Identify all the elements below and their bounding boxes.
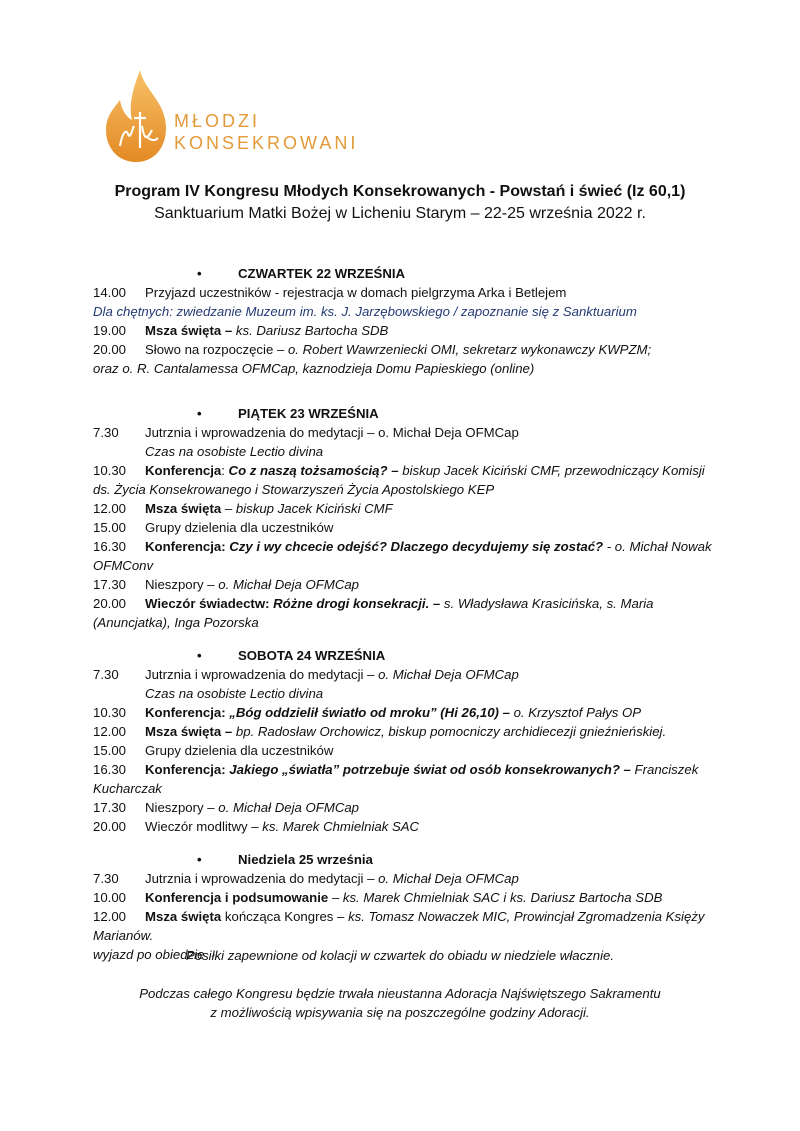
event-person: ks. Dariusz Bartocha SDB (232, 323, 389, 338)
event-person: o. Michał Deja OFMCap (378, 667, 519, 682)
day-friday (93, 404, 713, 632)
event-person: o. Michał Deja OFMCap (218, 577, 360, 592)
event-name: Wieczór modlitwy – (145, 819, 263, 834)
event-person: o. Michał Deja OFMCap (378, 871, 519, 886)
description: Grupy dzielenia dla uczestników (145, 743, 334, 758)
event-name: Konferencja: (145, 705, 230, 720)
description: Przyjazd uczestników - rejestracja w domach pielgrzyma Arka i Betlejem (145, 285, 567, 300)
event-person: Franciszek (630, 762, 699, 777)
event-name: Konferencja (145, 463, 222, 478)
logo-line2: KONSEKROWANI (174, 133, 359, 153)
event-name: Jutrznia i wprowadzenia do medytacji – (145, 871, 379, 886)
day-heading: • SOBOTA 24 WRZEŚNIA (93, 646, 713, 665)
event-person: - o. Michał Nowak (603, 539, 712, 554)
day-saturday (93, 646, 713, 836)
event-name: Konferencja i podsumowanie (145, 890, 329, 905)
schedule-row (93, 798, 713, 817)
schedule-row (93, 321, 713, 340)
continuation: ds. Życia Konsekrowanego i Stowarzyszeń Życia Apostolskiego KEP (93, 482, 495, 497)
day-heading: • CZWARTEK 22 WRZEŚNIA (93, 264, 713, 283)
event-name: Msza święta – (145, 323, 233, 338)
time: 10.00 (93, 890, 127, 905)
flame-logo-icon (100, 68, 180, 168)
event-person: o. Michał Deja OFMCap (218, 800, 360, 815)
schedule-row (93, 575, 713, 594)
schedule-row (93, 703, 713, 722)
schedule-row (93, 665, 713, 684)
event-person: biskup Jacek Kiciński CMF, przewodniczący Komisji (398, 463, 705, 478)
schedule-row (93, 423, 713, 442)
schedule-row (93, 722, 713, 741)
event-name: Słowo na rozpoczęcie – (145, 342, 288, 357)
time: 20.00 (93, 819, 127, 834)
event-name: Konferencja: (145, 762, 230, 777)
event-name: Konferencja: (145, 539, 230, 554)
description: Jutrznia i wprowadzenia do medytacji – o. Michał Deja OFMCap (145, 425, 519, 440)
schedule-row (93, 741, 713, 760)
event-name: Wieczór świadectw: (145, 596, 274, 611)
schedule-row (93, 760, 713, 779)
event-name: Msza święta (145, 501, 222, 516)
continuation: oraz o. R. Cantalamessa OFMCap, kaznodzieja Domu Papieskiego (online) (93, 361, 535, 376)
event-name: Msza święta (145, 909, 222, 924)
time: 7.30 (93, 667, 119, 682)
continuation: (Anuncjatka), Inga Pozorska (93, 615, 259, 630)
time: 7.30 (93, 871, 119, 886)
time: 10.30 (93, 705, 127, 720)
time: 12.00 (93, 909, 127, 924)
schedule-row (93, 907, 713, 926)
event-topic: Jakiego „światła” potrzebuje świat od osób konsekrowanych? – (229, 762, 631, 777)
time: 20.00 (93, 342, 127, 357)
event-person: bp. Radosław Orchowicz, biskup pomocniczy archidiecezji gnieźnieńskiej. (232, 724, 667, 739)
event-topic: Czy i wy chcecie odejść? Dlaczego decydujemy się zostać? (229, 539, 604, 554)
adoration-note-line2: z możliwością wpisywania się na poszczególne godziny Adoracji. (210, 1005, 590, 1020)
schedule-row (93, 283, 713, 302)
event-person: ks. Marek Chmielniak SAC (262, 819, 420, 834)
time: 20.00 (93, 596, 127, 611)
time: 15.00 (93, 520, 127, 535)
event-person: o. Robert Wawrzeniecki OMI, sekretarz wykonawczy KWPZM; (287, 342, 652, 357)
schedule-row (93, 499, 713, 518)
logo-line1: MŁODZI (174, 111, 261, 131)
event-topic: Co z naszą tożsamością? – (228, 463, 399, 478)
event-person: s. Władysława Krasicińska, s. Maria (440, 596, 654, 611)
day-heading: • PIĄTEK 23 WRZEŚNIA (93, 404, 713, 423)
schedule-row (93, 518, 713, 537)
event-topic: Różne drogi konsekracji. – (273, 596, 441, 611)
schedule-row: 10.30 Konferencja: Co z naszą tożsamością? – biskup Jacek Kiciński CMF, przewodniczący Komisji (93, 463, 705, 478)
departure-note: wyjazd po obiedzie (93, 947, 205, 962)
description: Grupy dzielenia dla uczestników (145, 520, 334, 535)
optional-note: Dla chętnych: zwiedzanie Muzeum im. ks. J. Jarzębowskiego / zapoznanie się z Sanktuarium (93, 304, 637, 319)
schedule-row (93, 594, 713, 613)
event-topic: „Bóg oddzielił światło od mroku” (Hi 26,10) – (229, 705, 510, 720)
continuation: Kucharczak (93, 781, 162, 796)
event-person: – ks. Marek Chmielniak SAC i ks. Dariusz Bartocha SDB (328, 890, 663, 905)
logo (100, 68, 380, 168)
time: 19.00 (93, 323, 127, 338)
page-title: Program IV Kongresu Młodych Konsekrowanych - Powstań i świeć (Iz 60,1) (114, 183, 686, 200)
meals-note: Posiłki zapewnione od kolacji w czwartek do obiadu w niedziele włacznie. (185, 948, 615, 963)
time: 10.30 (93, 463, 127, 478)
event-name: Nieszpory – (145, 800, 219, 815)
schedule-row (93, 888, 713, 907)
schedule-row (93, 537, 713, 556)
program-content (93, 264, 713, 964)
continuation: Marianów. (93, 928, 154, 943)
event-name: Msza święta – (145, 724, 233, 739)
sub-note: Czas na osobiste Lectio divina (145, 686, 324, 701)
event-person: o. Krzysztof Pałys OP (509, 705, 642, 720)
sub-note: Czas na osobiste Lectio divina (145, 444, 324, 459)
time: 17.30 (93, 800, 127, 815)
schedule-row (93, 869, 713, 888)
continuation: OFMConv (93, 558, 154, 573)
adoration-note-line1: Podczas całego Kongresu będzie trwała nieustanna Adoracja Najświętszego Sakramentu (139, 986, 661, 1001)
time: 7.30 (93, 425, 119, 440)
schedule-row (93, 340, 713, 359)
day-thursday (93, 264, 713, 378)
event-person: – biskup Jacek Kiciński CMF (221, 501, 393, 516)
time: 16.30 (93, 762, 127, 777)
day-heading: • Niedziela 25 września (93, 850, 713, 869)
time: 17.30 (93, 577, 127, 592)
page-subtitle: Sanktuarium Matki Bożej w Licheniu Starym – 22-25 września 2022 r. (154, 205, 646, 222)
logo-text (174, 110, 358, 154)
time: 14.00 (93, 285, 127, 300)
time: 16.30 (93, 539, 127, 554)
time: 12.00 (93, 724, 127, 739)
time: 12.00 (93, 501, 127, 516)
event-name: Nieszpory – (145, 577, 219, 592)
event-detail: kończąca Kongres – (221, 909, 349, 924)
schedule-row (93, 817, 713, 836)
event-name: Jutrznia i wprowadzenia do medytacji – (145, 667, 379, 682)
event-person: ks. Tomasz Nowaczek MIC, Prowincjał Zgromadzenia Księży (348, 909, 705, 924)
time: 15.00 (93, 743, 127, 758)
